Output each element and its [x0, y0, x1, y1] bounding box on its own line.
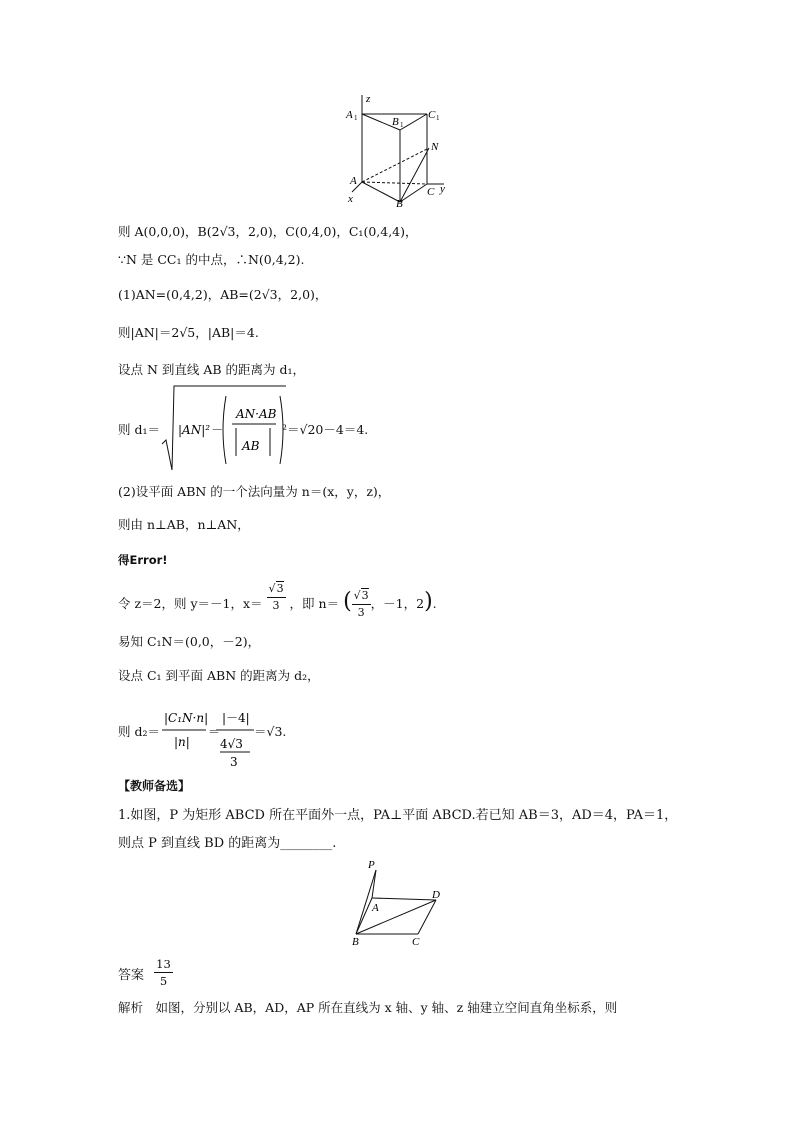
question1-line2: 则点 P 到直线 BD 的距离为________. — [118, 836, 337, 851]
z-axis-label: z — [366, 93, 371, 105]
teacher-heading: 【教师备选】 — [118, 779, 191, 793]
label-c-rect: C — [412, 936, 420, 948]
svg-text:4√3: 4√3 — [220, 737, 243, 751]
label-c1: C — [428, 109, 436, 121]
svg-text:AN·AB: AN·AB — [236, 407, 277, 421]
c1n-line: 易知 C₁N＝(0,0，－2)， — [118, 634, 261, 649]
d1-formula — [160, 384, 290, 474]
let-z-line: 令 z＝2，则 y＝－1，x＝ $\frac{√3}{3}$ ，即 n＝ ( $\frac{√3}{3}$ ，－1，2). — [118, 582, 437, 619]
label-b: B — [396, 198, 403, 208]
d1-prefix: 则 d₁＝ — [118, 422, 160, 437]
prism-figure — [340, 92, 460, 208]
midpoint-line: ∵N 是 CC₁ 的中点，∴N(0,4,2). — [118, 252, 305, 267]
svg-text:|AN|²－: |AN|²－ — [178, 423, 223, 437]
part2-intro-line: (2)设平面 ABN 的一个法向量为 n＝(x，y，z)， — [118, 484, 391, 499]
answer-line — [118, 957, 173, 989]
coords-line: 则 A(0,0,0)，B(2√3，2,0)，C(0,4,0)，C₁(0,4,4)， — [118, 224, 418, 239]
answer-fraction: $\frac{13}{5}$ — [156, 957, 171, 988]
label-c: C — [427, 186, 435, 198]
label-p: P — [368, 859, 375, 871]
svg-text:AB: AB — [242, 439, 260, 453]
svg-text:|n|: |n| — [174, 735, 190, 749]
label-b-rect: B — [352, 936, 359, 948]
svg-text:1: 1 — [436, 114, 440, 122]
d2-result: ＝√3. — [254, 724, 287, 739]
answer-label: 答案 — [118, 968, 145, 983]
svg-text:|－4|: |－4| — [222, 711, 250, 725]
rectangle-figure — [346, 856, 446, 948]
d1-result: ²＝√20－4＝4. — [282, 422, 369, 437]
d2-formula — [160, 698, 260, 770]
perp-line: 则由 n⊥AB，n⊥AN， — [118, 517, 250, 532]
label-a-rect: A — [372, 902, 379, 914]
label-b1: B — [392, 116, 399, 128]
d2-intro-line: 设点 C₁ 到平面 ABN 的距离为 d₂， — [118, 668, 320, 683]
part1-lengths-line: 则|AN|＝2√5，|AB|＝4. — [118, 325, 259, 340]
label-a1: A — [346, 109, 353, 121]
svg-text:|C₁N·n|: |C₁N·n| — [164, 711, 209, 725]
d1-intro-line: 设点 N 到直线 AB 的距离为 d₁， — [118, 362, 306, 377]
y-axis-label: y — [440, 183, 445, 195]
analysis-line: 解析 如图，分别以 AB，AD，AP 所在直线为 x 轴、y 轴、z 轴建立空间直角坐标系，则 — [118, 1000, 618, 1015]
question1-line1: 1.如图，P 为矩形 ABCD 所在平面外一点，PA⊥平面 ABCD.若已知 AB＝3，AD＝4，PA＝1， — [118, 808, 678, 823]
label-n: N — [431, 141, 439, 153]
part1-vectors-line: (1)AN=(0,4,2)，AB=(2√3，2,0)， — [118, 287, 328, 302]
svg-text:3: 3 — [230, 755, 238, 769]
label-d: D — [432, 889, 440, 901]
svg-text:1: 1 — [400, 121, 404, 129]
error-line: 得Error! — [118, 553, 168, 567]
svg-text:＝: ＝ — [208, 725, 221, 739]
x-axis-label: x — [348, 193, 353, 205]
label-a: A — [350, 175, 357, 187]
svg-text:1: 1 — [354, 114, 358, 122]
d2-prefix: 则 d₂＝ — [118, 724, 160, 739]
